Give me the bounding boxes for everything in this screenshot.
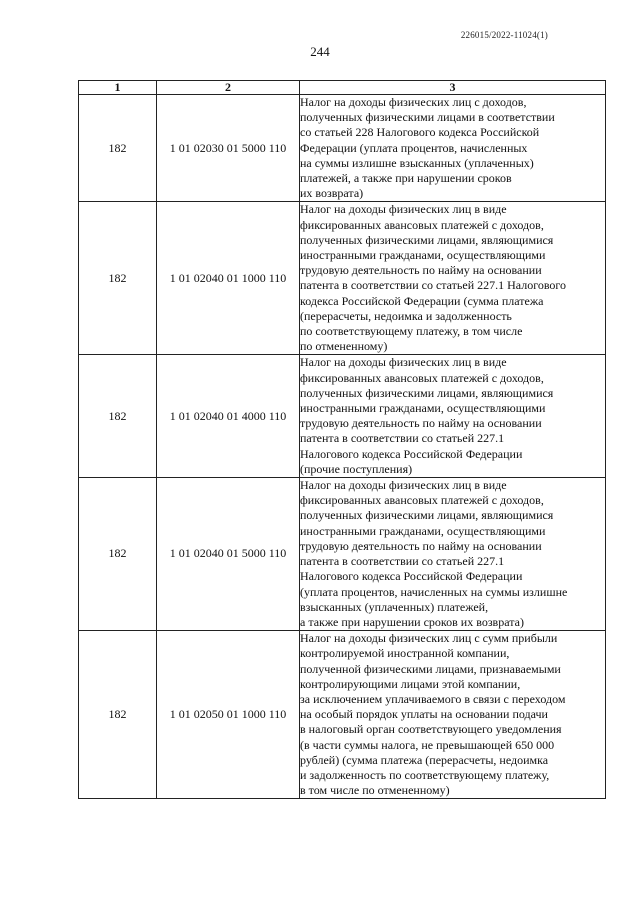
column-header-3: 3	[300, 81, 606, 95]
budget-classification-code-cell: 1 01 02040 01 1000 110	[157, 202, 300, 355]
table-row	[79, 355, 606, 478]
description-line: платежей, а также при нарушении сроков	[300, 171, 512, 186]
table-row	[79, 202, 606, 355]
revenue-description-cell	[300, 355, 606, 478]
description-line: иностранными гражданами, осуществляющими	[300, 401, 546, 416]
table-row	[79, 95, 606, 202]
description-line: рублей) (сумма платежа (перерасчеты, недоимка	[300, 752, 549, 767]
description-line: Налогового кодекса Российской Федерации	[300, 569, 523, 584]
description-line: Налог на доходы физических лиц с доходов,	[300, 95, 527, 109]
description-line: кодекса Российской Федерации (сумма платежа	[300, 293, 544, 308]
description-line: на особый порядок уплаты на основании подачи	[300, 707, 548, 722]
description-line: фиксированных авансовых платежей с доходов,	[300, 370, 544, 385]
description-line: иностранными гражданами, осуществляющими	[300, 248, 546, 263]
description-line: Налогового кодекса Российской Федерации	[300, 446, 523, 461]
table-header-row	[79, 81, 606, 95]
description-line: полученных физическими лицами в соответствии	[300, 110, 555, 125]
description-line: в том числе по отмененному)	[300, 783, 450, 798]
description-line: (уплата процентов, начисленных на суммы излишне	[300, 584, 568, 599]
description-line: полученных физическими лицами, являющимися	[300, 232, 554, 247]
description-line: Налог на доходы физических лиц в виде	[300, 478, 507, 493]
description-line: Налог на доходы физических лиц в виде	[300, 202, 507, 217]
admin-code-cell: 182	[79, 95, 157, 202]
description-line: Налог на доходы физических лиц в виде	[300, 355, 507, 370]
description-line: трудовую деятельность по найму на основании	[300, 416, 542, 431]
description-line: по соответствующему платежу, в том числе	[300, 324, 523, 339]
description-line: взысканных (уплаченных) платежей,	[300, 599, 489, 614]
description-line: в налоговый орган соответствующего уведомления	[300, 722, 562, 737]
document-id: 226015/2022-11024(1)	[460, 30, 548, 40]
description-line: контролирующими лицами этой компании,	[300, 676, 521, 691]
admin-code-cell: 182	[79, 631, 157, 799]
description-line: их возврата)	[300, 186, 364, 201]
table-body	[79, 95, 606, 799]
description-line: патента в соответствии со статьей 227.1 Налогового	[300, 278, 567, 293]
description-line: патента в соответствии со статьей 227.1	[300, 431, 505, 446]
column-header-1: 1	[79, 81, 157, 95]
description-line: трудовую деятельность по найму на основании	[300, 538, 542, 553]
description-line: по отмененному)	[300, 339, 388, 354]
description-line: а также при нарушении сроков их возврата)	[300, 614, 524, 629]
budget-classification-code-cell: 1 01 02030 01 5000 110	[157, 95, 300, 202]
revenue-description-cell	[300, 478, 606, 631]
revenue-description-cell	[300, 95, 606, 202]
description-line: со статьей 228 Налогового кодекса Российской	[300, 125, 540, 140]
budget-classification-code-cell: 1 01 02040 01 4000 110	[157, 355, 300, 478]
admin-code-cell: 182	[79, 355, 157, 478]
description-line: полученных физическими лицами, являющимися	[300, 508, 554, 523]
description-line: фиксированных авансовых платежей с доходов,	[300, 493, 544, 508]
description-line: (в части суммы налога, не превышающей 650 000	[300, 737, 555, 752]
budget-classification-code-cell: 1 01 02040 01 5000 110	[157, 478, 300, 631]
budget-codes-table	[78, 80, 606, 799]
admin-code-cell: 182	[79, 202, 157, 355]
table-row	[79, 631, 606, 799]
description-line: полученных физическими лицами, являющимися	[300, 385, 554, 400]
description-line: за исключением уплачиваемого в связи с переходом	[300, 691, 566, 706]
budget-classification-code-cell: 1 01 02050 01 1000 110	[157, 631, 300, 799]
description-line: контролируемой иностранной компании,	[300, 646, 510, 661]
page-number: 244	[310, 44, 330, 59]
revenue-description-cell	[300, 631, 606, 799]
description-line: фиксированных авансовых платежей с доходов,	[300, 217, 544, 232]
description-line: полученной физическими лицами, признаваемыми	[300, 661, 561, 676]
description-line: патента в соответствии со статьей 227.1	[300, 554, 505, 569]
description-line: иностранными гражданами, осуществляющими	[300, 523, 546, 538]
description-line: и задолженность по соответствующему платежу,	[300, 767, 550, 782]
description-line: трудовую деятельность по найму на основании	[300, 263, 542, 278]
description-line: (перерасчеты, недоимка и задолженность	[300, 308, 512, 323]
column-header-2: 2	[157, 81, 300, 95]
description-line: Налог на доходы физических лиц с сумм прибыли	[300, 631, 558, 646]
description-line: Федерации (уплата процентов, начисленных	[300, 140, 528, 155]
admin-code-cell: 182	[79, 478, 157, 631]
table-row	[79, 478, 606, 631]
description-line: на суммы излишне взысканных (уплаченных)	[300, 155, 534, 170]
revenue-description-cell	[300, 202, 606, 355]
description-line: (прочие поступления)	[300, 461, 413, 476]
